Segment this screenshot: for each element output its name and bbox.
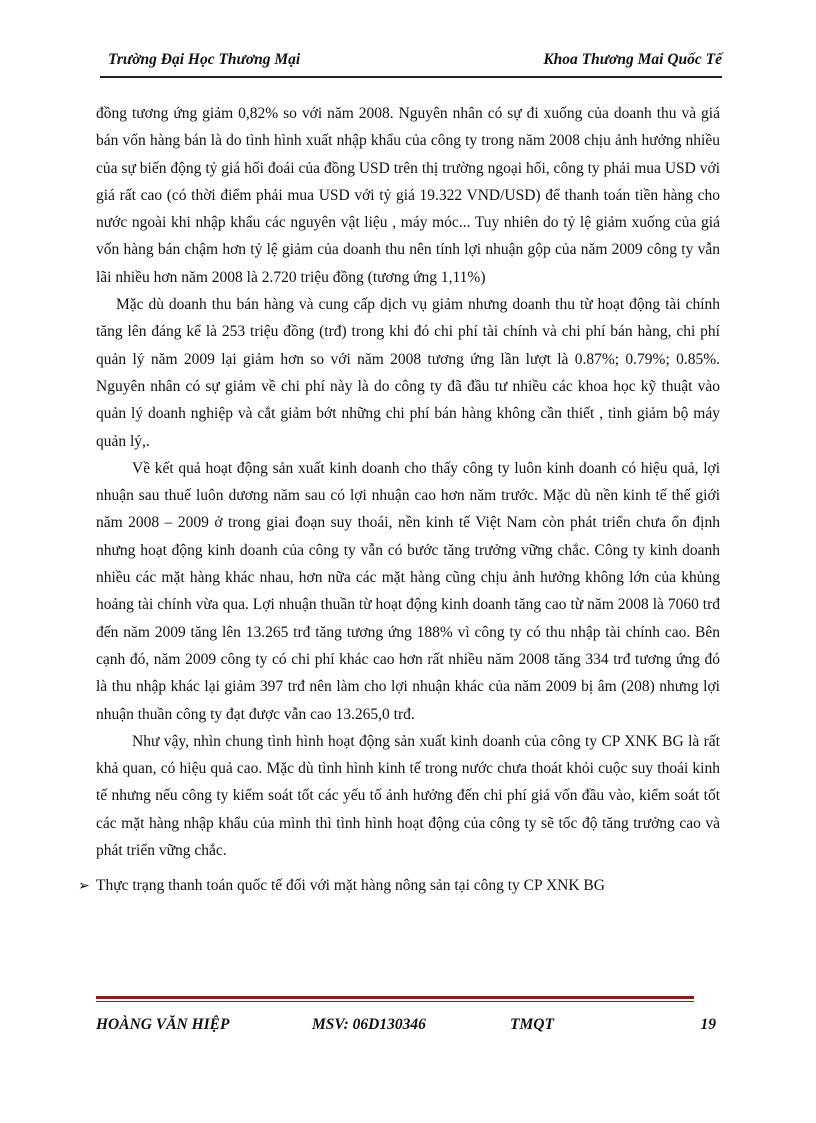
paragraph-4: Như vậy, nhìn chung tình hình hoạt động sản xuất kinh doanh của công ty CP XNK BG là rất khả quan, có hiệu quả cao. Mặc dù tình hình kinh tế trong nước chưa thoát khỏi cuộc suy thoái kinh tế nhưng nếu công ty kiểm soát tốt các yếu tố ảnh hưởng đến chi phí giá vốn đầu vào, kiểm soát tốt các mặt hàng nhập khẩu của mình thì tình hình hoạt động của công ty sẽ tốc độ tăng trưởng cao và phát triển vững chắc.	[96, 732, 720, 860]
section-bullet	[78, 872, 718, 900]
footer-department: TMQT	[510, 1016, 554, 1033]
header-divider	[100, 76, 722, 78]
document-body	[96, 100, 720, 864]
header-university: Trường Đại Học Thương Mại	[108, 51, 301, 68]
page-header	[100, 46, 722, 74]
page-footer	[96, 1016, 722, 1038]
paragraph-2: Mặc dù doanh thu bán hàng và cung cấp dịch vụ giảm nhưng doanh thu từ hoạt động tài chính tăng lên đáng kể là 253 triệu đồng (trđ) trong khi đó chi phí tài chính và chi phí bán hàng, chi phí quản lý năm 2009 lại giảm hơn so với năm 2008 tương ứng lần lượt là 0.87%; 0.79%; 0.85%. Nguyên nhân có sự giảm về chi phí này là do công ty đã đầu tư nhiều các khoa học kỹ thuật vào quản lý doanh nghiệp và cắt giảm bớt những chi phí bán hàng không cần thiết , tinh giảm bộ máy quản lý,.	[96, 296, 720, 450]
header-faculty: Khoa Thương Mai Quốc Tế	[543, 51, 722, 68]
page-number: 19	[700, 1016, 716, 1033]
paragraph-1: đồng tương ứng giảm 0,82% so với năm 2008. Nguyên nhân có sự đi xuống của doanh thu và giá bán vốn hàng bán là do tình hình xuất nhập khẩu của công ty trong năm 2008 chịu ảnh hưởng nhiều của sự biến động tỷ giá hối đoái của đồng USD trên thị trường ngoại hối, công ty phải mua USD với giá rất cao (có thời điểm phải mua USD với tỷ giá 19.322 VND/USD) để thanh toán tiền hàng cho nước ngoài khi nhập khẩu các nguyên vật liệu , máy móc... Tuy nhiên do tỷ lệ giảm xuống của giá vốn hàng bán chậm hơn tỷ lệ giảm của doanh thu nên tính lợi nhuận gộp của năm 2009 công ty vẫn lãi nhiều hơn năm 2008 là 2.720 triệu đồng (tương ứng 1,11%)	[96, 105, 720, 286]
paragraph-3: Về kết quả hoạt động sản xuất kinh doanh cho thấy công ty luôn kinh doanh có hiệu quả, lợi nhuận sau thuế luôn dương năm sau có lợi nhuận cao hơn năm trước. Mặc dù nền kinh tế thế giới năm 2008 – 2009 ở trong giai đoạn suy thoái, nền kinh tế Việt Nam còn phát triển chưa ổn định nhưng hoạt động kinh doanh của công ty vẫn có bước tăng trưởng vững chắc. Công ty kinh doanh nhiều các mặt hàng khác nhau, hơn nữa các mặt hàng cũng chịu ảnh hưởng không lớn của khủng hoảng tài chính vừa qua. Lợi nhuận thuần từ hoạt động kinh doanh tăng cao từ năm 2008 là 7060 trđ đến năm 2009 tăng lên 13.265 trđ tăng tương ứng 188% vì công ty có thu nhập tài chính cao. Bên cạnh đó, năm 2009 công ty có chi phí khác cao hơn rất nhiều năm 2008 tăng 334 trđ tương ứng đó là thu nhập khác lại giảm 397 trđ nên làm cho lợi nhuận khác của năm 2009 bị âm (208) nhưng lợi nhuận thuần công ty đạt được vẫn cao 13.265,0 trđ.	[96, 459, 720, 723]
bullet-text: Thực trạng thanh toán quốc tế đối với mặt hàng nông sản tại công ty CP XNK BG	[96, 877, 605, 894]
footer-student-id: MSV: 06D130346	[312, 1016, 426, 1033]
footer-author: HOÀNG VĂN HIỆP	[96, 1016, 230, 1033]
footer-divider-thick	[96, 996, 694, 999]
arrow-bullet-icon: ➢	[78, 879, 90, 894]
footer-divider-thin	[96, 1001, 694, 1002]
